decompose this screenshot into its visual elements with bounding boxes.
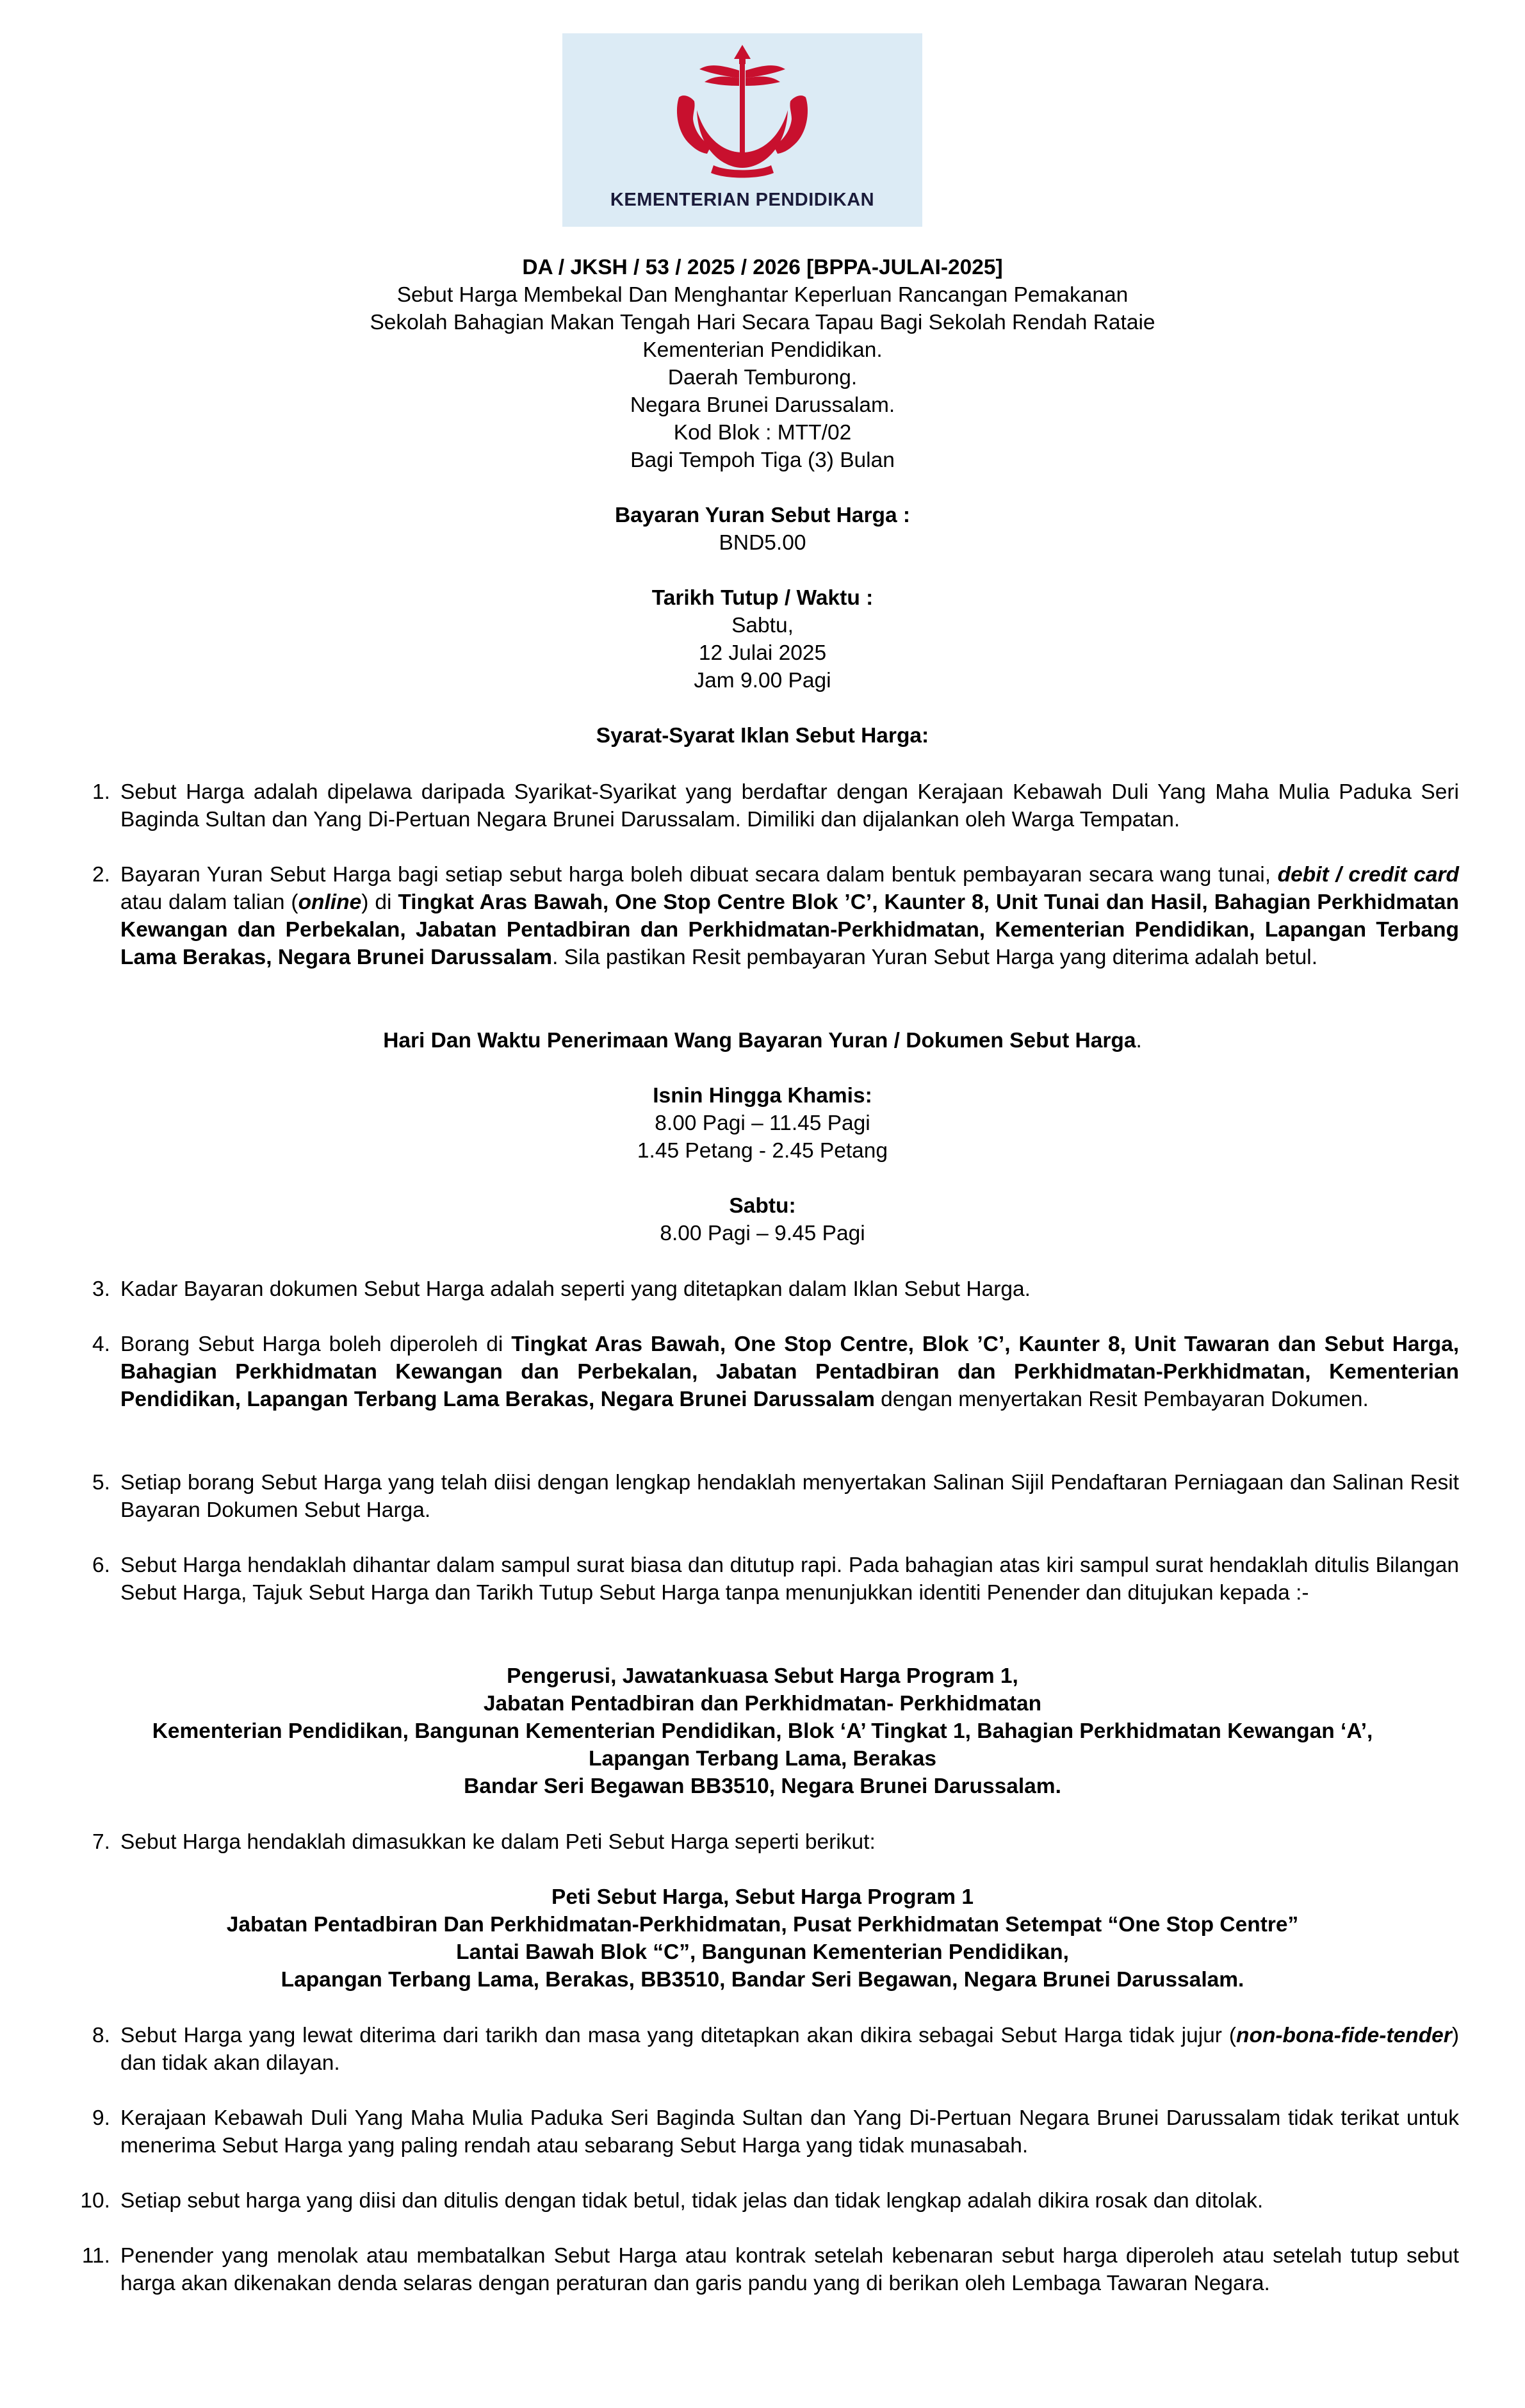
closing-date: 12 Julai 2025 (698, 641, 827, 665)
fee-section (51, 502, 1474, 557)
closing-time: Jam 9.00 Pagi (694, 669, 831, 692)
title-line: Sekolah Bahagian Makan Tengah Hari Secara Tapau Bagi Sekolah Rendah Rataie (370, 311, 1155, 334)
title-line: Negara Brunei Darussalam. (630, 393, 895, 417)
recipient-address: Pengerusi, Jawatankuasa Sebut Harga Program 1, Jabatan Pentadbiran dan Perkhidmatan- Perkhidmatan Kementerian Pendidikan, Bangunan Kementerian Pendidikan, Blok ‘A’ Tingkat 1, Bahagian Perkhidmatan Kewangan ‘A’, Lapangan Terbang Lama, Berakas Bandar Seri Begawan BB3510, Negara Brunei Darussalam. (152, 1664, 1373, 1798)
fee-value: BND5.00 (719, 531, 806, 555)
closing-section (51, 584, 1474, 694)
title-line: Kementerian Pendidikan. (642, 338, 883, 362)
weekday-hours: Isnin Hingga Khamis: 8.00 Pagi – 11.45 Pagi 1.45 Petang - 2.45 Petang (637, 1084, 888, 1163)
tender-box-address: Peti Sebut Harga, Sebut Harga Program 1 Jabatan Pentadbiran Dan Perkhidmatan-Perkhidmatan, Pusat Perkhidmatan Setempat “One Stop Centre” Lantai Bawah Blok “C”, Bangunan Kementerian Pendidikan, Lapangan Terbang Lama, Berakas, BB3510, Bandar Seri Begawan, Negara Brunei Darussalam. (226, 1885, 1299, 1992)
document-header (51, 254, 1474, 474)
conditions-title: Syarat-Syarat Iklan Sebut Harga: (596, 724, 929, 748)
saturday-hours: Sabtu: 8.00 Pagi – 9.45 Pagi (660, 1194, 865, 1245)
reference-number: DA / JKSH / 53 / 2025 / 2026 [BPPA-JULAI-2025] (522, 256, 1003, 279)
block-code: Kod Blok : MTT/02 (673, 421, 852, 445)
ministry-logo (562, 33, 922, 227)
title-line: Daerah Temburong. (667, 366, 858, 389)
period-line: Bagi Tempoh Tiga (3) Bulan (630, 448, 895, 472)
receipt-hours-title: Hari Dan Waktu Penerimaan Wang Bayaran Yuran / Dokumen Sebut Harga. (383, 1029, 1142, 1052)
closing-label: Tarikh Tutup / Waktu : (651, 586, 874, 610)
closing-day: Sabtu, (731, 614, 794, 637)
logo-org-name: KEMENTERIAN PENDIDIKAN (610, 190, 875, 210)
fee-label: Bayaran Yuran Sebut Harga : (614, 504, 911, 527)
brunei-crest-icon (562, 33, 922, 187)
title-line: Sebut Harga Membekal Dan Menghantar Keperluan Rancangan Pemakanan (396, 283, 1129, 307)
